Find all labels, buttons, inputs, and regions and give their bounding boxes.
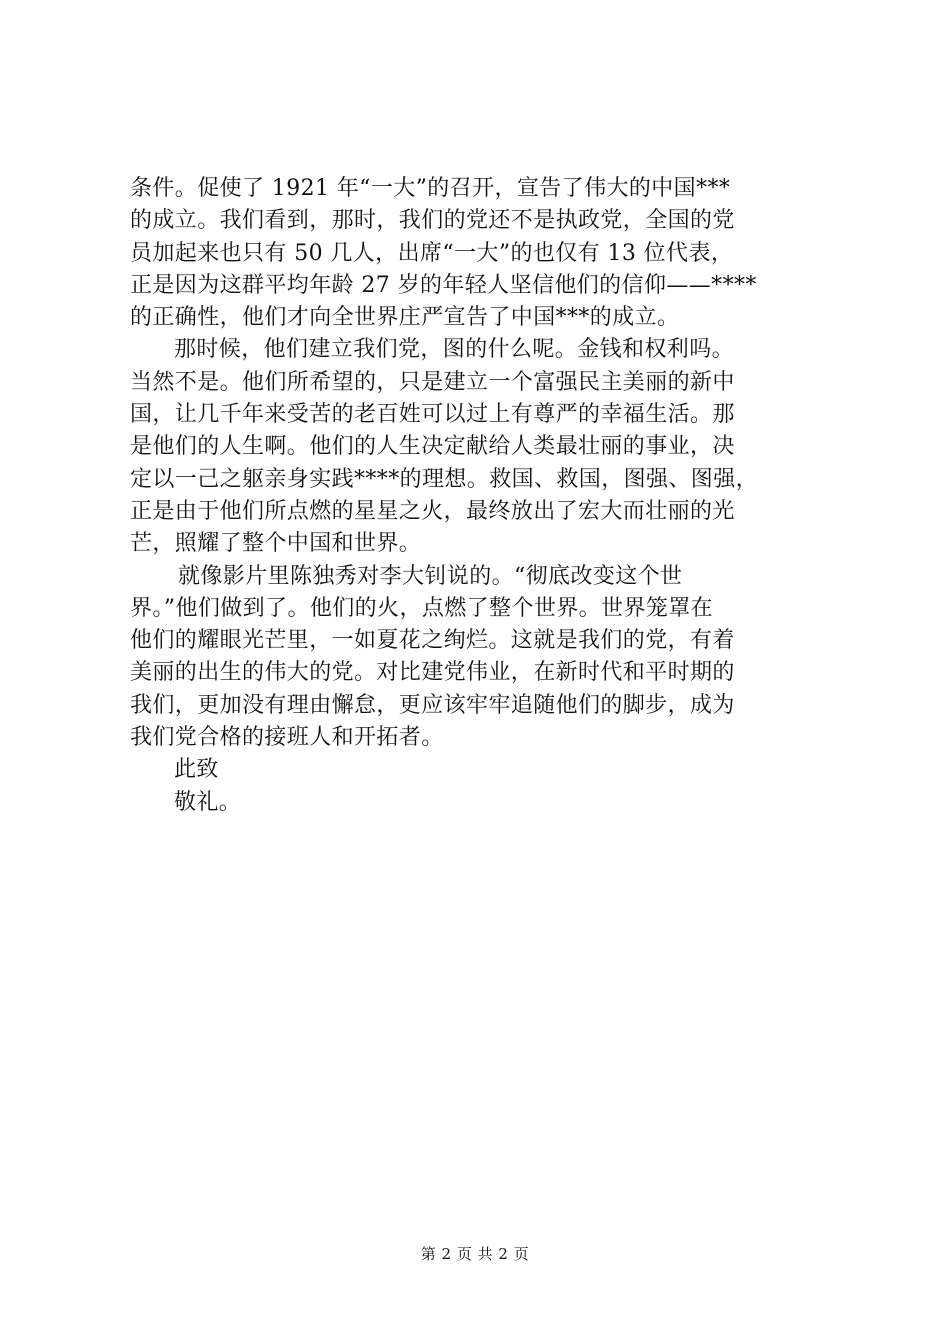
closing-regards: 敬礼。 [174, 789, 242, 815]
text-line: 我们，更加没有理由懈怠，更应该牢牢追随他们的脚步，成为 [130, 692, 735, 718]
closing-salutation: 此致 [174, 757, 219, 783]
text-line: 他们的耀眼光芒里，一如夏花之绚烂。这就是我们的党，有着 [130, 628, 735, 654]
text-line: 定以一己之躯亲身实践****的理想。救国、救国，图强、图强， [130, 466, 759, 492]
text-line: 的成立。我们看到，那时，我们的党还不是执政党，全国的党 [130, 208, 735, 234]
text-line: 我们党合格的接班人和开拓者。 [130, 725, 444, 751]
text-line: 正是因为这群平均年龄 27 岁的年轻人坚信他们的信仰——**** [130, 272, 757, 298]
text-line: 条件。促使了 1921 年“一大”的召开，宣告了伟大的中国*** [130, 176, 731, 201]
text-line: 正是由于他们所点燃的星星之火，最终放出了宏大而壮丽的光 [130, 498, 735, 524]
text-line: 界。”他们做到了。他们的火，点燃了整个世界。世界笼罩在 [130, 595, 714, 621]
text-line: 的正确性，他们才向全世界庄严宣告了中国***的成立。 [130, 305, 680, 331]
text-line: 美丽的出生的伟大的党。对比建党伟业，在新时代和平时期的 [130, 660, 735, 686]
text-line: 芒，照耀了整个中国和世界。 [130, 531, 422, 557]
text-line: 员加起来也只有 50 几人，出席“一大”的也仅有 13 位代表， [130, 240, 734, 266]
paragraph-start-line: 就像影片里陈独秀对李大钊说的。“彻底改变这个世 [178, 563, 683, 589]
document-body [130, 173, 840, 819]
page-number-footer: 第 2 页 共 2 页 [420, 1245, 530, 1263]
text-line: 国，让几千年来受苦的老百姓可以过上有尊严的幸福生活。那 [130, 402, 735, 428]
text-line: 当然不是。他们所希望的，只是建立一个富强民主美丽的新中 [130, 369, 735, 395]
paragraph-start-line: 那时候，他们建立我们党，图的什么呢。金钱和权利吗。 [174, 337, 735, 363]
text-line: 是他们的人生啊。他们的人生决定献给人类最壮丽的事业，决 [130, 434, 735, 460]
